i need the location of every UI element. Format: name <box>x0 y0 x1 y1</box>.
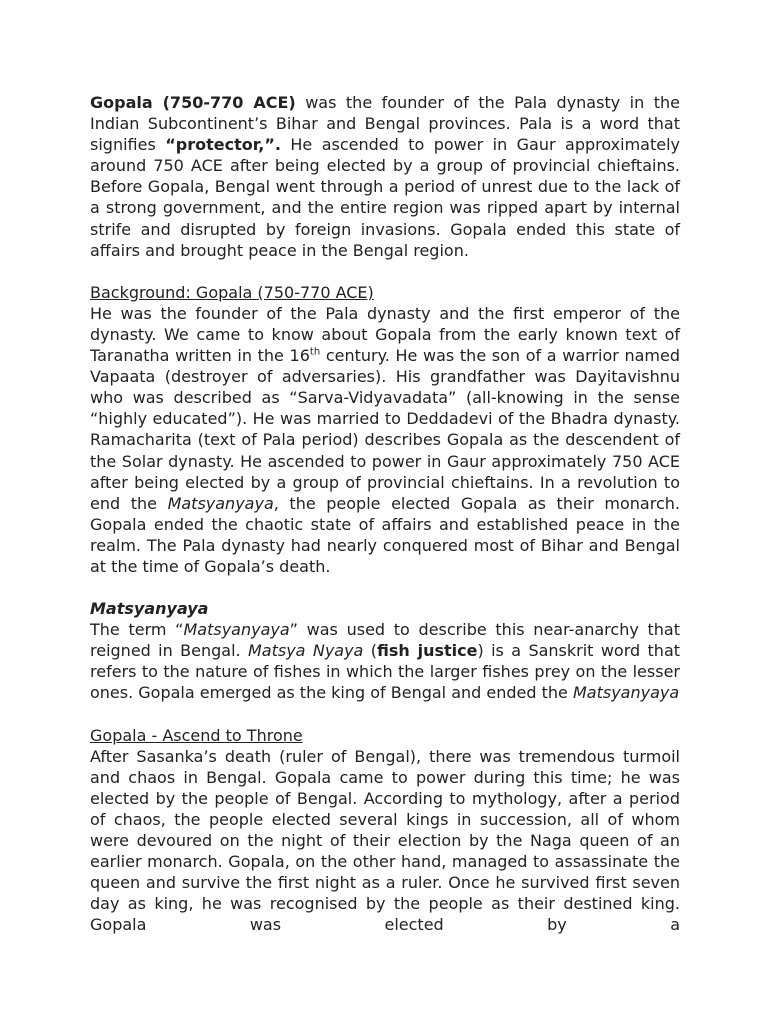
superscript-th: th <box>309 346 321 358</box>
matsyanyaya-i3: Matsyanyaya <box>572 683 680 703</box>
fish-justice-bold: fish justice <box>377 641 478 661</box>
matsya-nyaya-italic: Matsya Nyaya <box>247 641 364 661</box>
matsyanyaya-t2: ” was used to describe this near-anarchy that reigned in Bengal. <box>90 620 681 661</box>
matsyanyaya-heading: Matsyanyaya <box>90 599 209 619</box>
matsyanyaya-italic: Matsyanyaya <box>167 493 274 513</box>
spacer <box>90 704 680 725</box>
matsyanyaya-paragraph <box>90 619 680 703</box>
background-heading: Background: Gopala (750-770 ACE) <box>90 282 374 302</box>
background-text-3: , the people elected Gopala as their monarch. Gopala ended the chaotic state of affairs and established peace in the realm. The Pala dynasty had nearly conquered most of Bihar and Bengal at the time of Gopala’s death. <box>90 493 680 576</box>
intro-paragraph <box>90 92 680 261</box>
matsyanyaya-i1: Matsyanyaya <box>183 620 290 640</box>
matsyanyaya-t3: ( <box>363 641 377 661</box>
intro-text-1: was the founder of the Pala dynasty in the Indian Subcontinent’s Bihar and Bengal provinces. Pala is a word that signifies <box>90 93 680 155</box>
throne-heading: Gopala - Ascend to Throne <box>90 725 303 745</box>
protector-bold: “protector,”. <box>165 135 281 155</box>
background-paragraph <box>90 303 680 577</box>
intro-lead-bold: Gopala (750-770 ACE) <box>90 93 296 112</box>
matsyanyaya-t4: ) is a Sanskrit word that refers to the nature of fishes in which the larger fishes prey on the lesser ones. Gopala emerged as the king of Bengal and ended the <box>90 641 681 703</box>
throne-paragraph: After Sasanka’s death (ruler of Bengal), there was tremendous turmoil and chaos in Bengal. Gopala came to power during this time; he was elected by the people of Bengal. According to mythology, after a period of chaos, the people elected several kings in succession, all of whom were devoured on the night of their election by the Naga queen of an earlier monarch. Gopala, on the other hand, managed to assassinate the queen and survive the first night as a ruler. Once he survived first seven day as king, he was recognised by the people as their destined king. Gopala was elected by a <box>90 746 680 935</box>
background-text-2: century. He was the son of a warrior named Vapaata (destroyer of adversaries). His grandfather was Dayitavishnu who was described as “Sarva-Vidyavadata” (all-knowing in the sense “highly educated”). He was married to Deddadevi of the Bhadra dynasty. Ramacharita (text of Pala period) describes Gopala as the descendent of the Solar dynasty. He ascended to power in Gaur approximately 750 ACE after being elected by a group of provincial chieftains. In a revolution to end the <box>90 346 680 513</box>
background-text-1: He was the founder of the Pala dynasty and the first emperor of the dynasty. We came to know about Gopala from the early known text of Taranatha written in the 16 <box>90 303 680 366</box>
spacer <box>90 577 680 598</box>
intro-text-2: He ascended to power in Gaur approximately around 750 ACE after being elected by a group of provincial chieftains. Before Gopala, Bengal went through a period of unrest due to the lack of a strong government, and the entire region was ripped apart by internal strife and disrupted by foreign invasions. Gopala ended this state of affairs and brought peace in the Bengal region. <box>90 135 680 260</box>
matsyanyaya-t1: The term “ <box>90 620 184 640</box>
spacer <box>90 261 680 282</box>
